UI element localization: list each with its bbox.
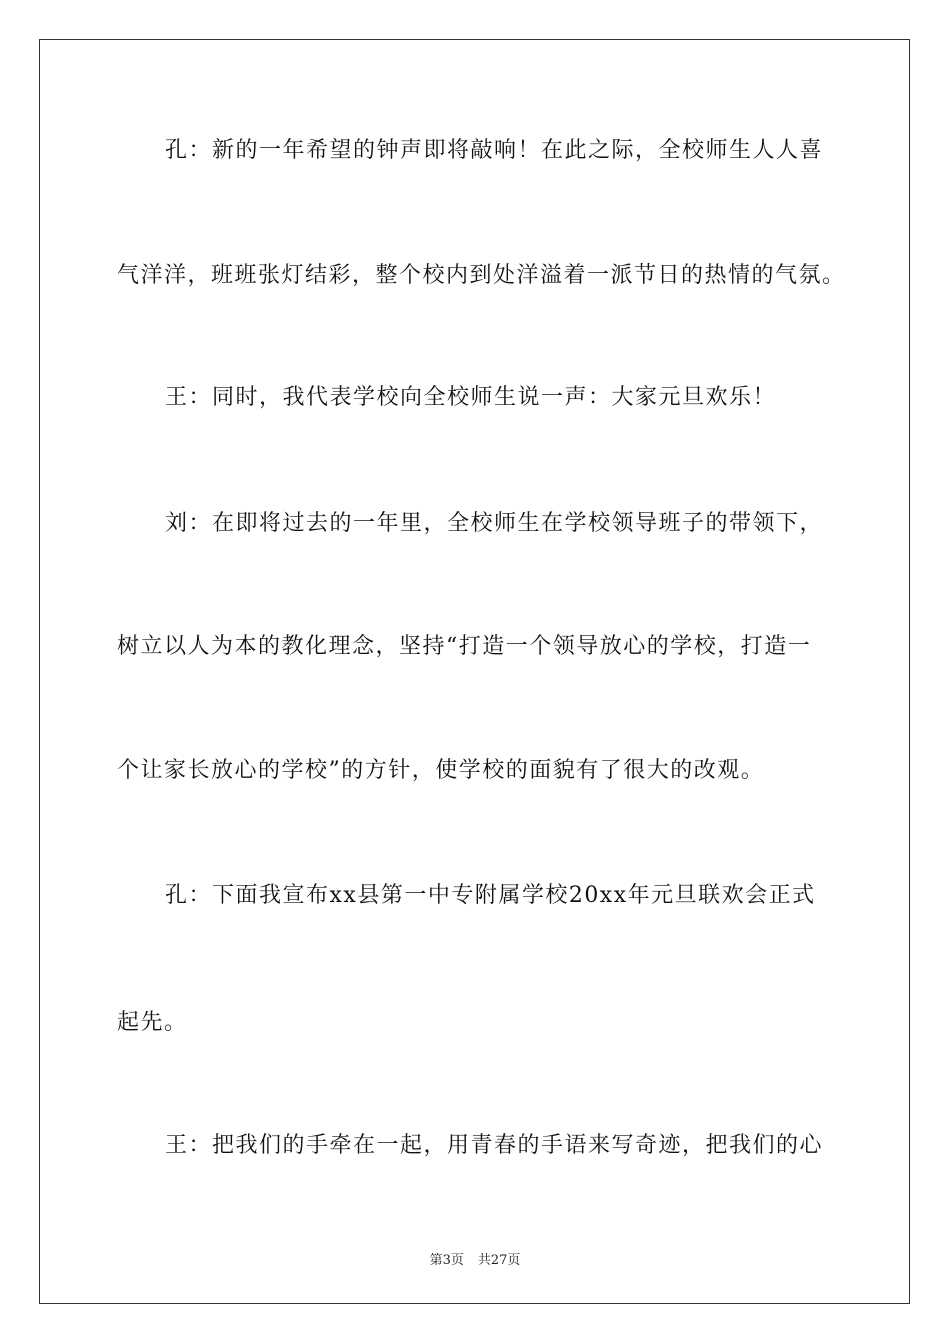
page-footer (0, 1249, 950, 1268)
text-line-7: 孔：下面我宣布xx县第一中专附属学校20xx年元旦联欢会正式 (165, 883, 816, 908)
page-number: 第3页 (429, 1253, 464, 1268)
text-line-3: 王：同时，我代表学校向全校师生说一声：大家元旦欢乐！ (165, 385, 777, 410)
text-line-1: 孔：新的一年希望的钟声即将敲响！在此之际，全校师生人人喜 (165, 138, 824, 163)
text-line-6: 个让家长放心的学校”的方针，使学校的面貌有了很大的改观。 (117, 758, 765, 783)
text-line-4: 刘：在即将过去的一年里，全校师生在学校领导班子的带领下， (165, 511, 824, 536)
text-line-9: 王：把我们的手牵在一起，用青春的手语来写奇迹，把我们的心 (165, 1133, 824, 1158)
text-line-8: 起先。 (117, 1010, 188, 1035)
text-line-2: 气洋洋，班班张灯结彩，整个校内到处洋溢着一派节日的热情的气氛。 (117, 263, 846, 288)
page-border (39, 39, 910, 1304)
page-total: 共27页 (477, 1253, 521, 1268)
text-line-5: 树立以人为本的教化理念，坚持“打造一个领导放心的学校，打造一 (117, 634, 812, 659)
